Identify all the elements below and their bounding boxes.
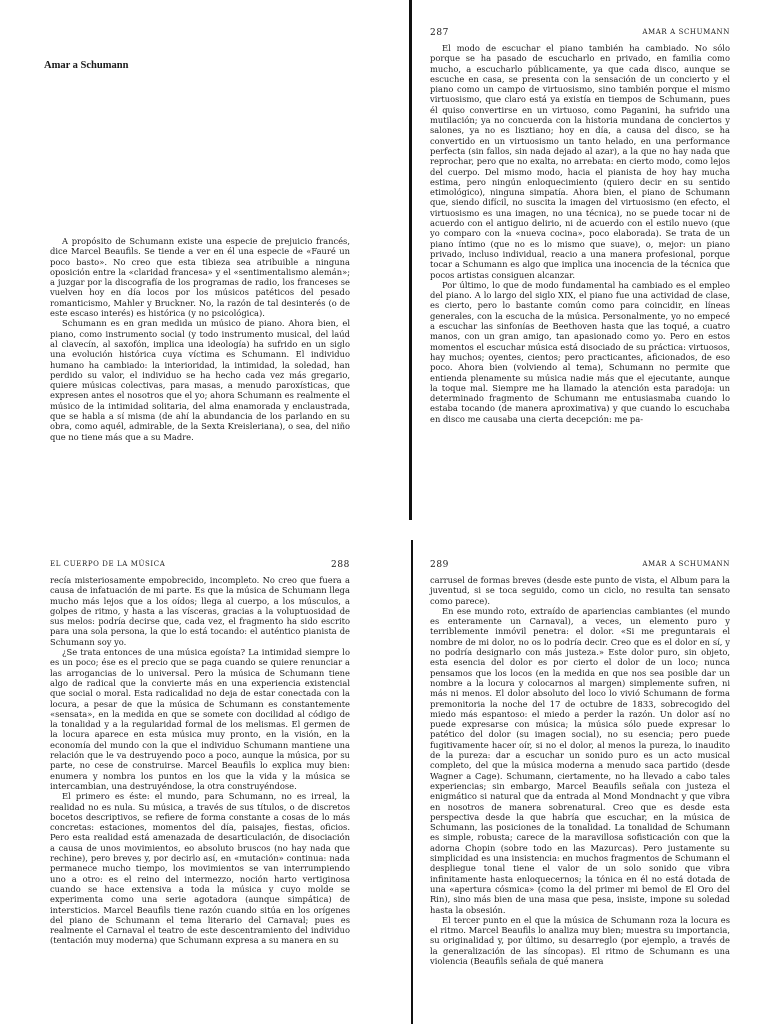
page-288-header	[50, 560, 350, 571]
paragraph: El primero es éste: el mundo, para Schumann, no es irreal, la realidad no es nula. Su música, a través de sus títulos, o de discretos bocetos descriptivos, se refiere de forma constante a cosas de lo más concretas: estaciones, momentos del día, paisajes, fiestas, oficios. Pero esta realidad está amenazada de desarticulación, de disociación a causa de unos movimientos, eo absoluto bruscos (no hay nada que rechine), pero breves y, por decirlo así, en «mutación» continua: nada permanece mucho tiempo, los movimientos se van interrumpiendo uno a otro: es el reino del intermezzo, noción harto vertiginosa cuando se hace extensiva a toda la música y cuyo molde se experimenta como una serie agotadora (aunque simpática) de intersticios. Marcel Beaufils tiene razón cuando sitúa en los orígenes del piano de Schumann el tema literario del Carnaval; pues es realmente el Carnaval el teatro de este descentramiento del individuo (tentación muy moderna) que Schumann expresa a su manera en su	[50, 791, 350, 946]
page-287-body	[430, 43, 730, 424]
page-288	[50, 560, 350, 1020]
page-286	[44, 40, 350, 510]
page-286-body	[50, 236, 350, 442]
page-number: 287	[430, 28, 449, 38]
page-289-body	[430, 575, 730, 966]
paragraph: En ese mundo roto, extraído de apariencias cambiantes (el mundo es enteramente un Carnaval), a veces, un elemento puro y terriblemente inmóvil penetra: el dolor. «Si me preguntarais el nombre de mi dolor, no os lo podría decir. Creo que es el dolor en sí, y no podría designarlo con más justeza.» Este dolor puro, sin objeto, esta esencia del dolor es por cierto el dolor de un loco; nunca pensamos que los locos (en la medida en que nos sea posible dar un nombre a la locura y colocarnos al margen) simplemente sufren, ni más ni menos. El dolor absoluto del loco lo vivió Schumann de forma premonitoria la noche del 17 de octubre de 1833, sobrecogido del miedo más espantoso: el miedo a perder la razón. Un dolor así no puede expresarse con música; la música sólo puede expresar lo patético del dolor (su imagen social), no su esencia; pero puede fugitivamente hacer oír, si no el dolor, al menos la pureza, lo inaudito de la pureza: dar a escuchar un sonido puro es un acto musical completo, del que la música moderna a menudo saca partido (desde Wagner a Cage). Schumann, ciertamente, no ha llevado a cabo tales experiencias; sin embargo, Marcel Beaufils señala con justeza el enigmático si natural que da entrada al Mond Mondnacht y que vibra en nosotros de manera sobrenatural. Creo que es desde esta perspectiva desde la que habría que escuchar, en la música de Schumann, las posiciones de la tonalidad. La tonalidad de Schumann es simple, robusta; carece de la maravillosa sofisticación con que la adorna Chopin (sobre todo en las Mazurcas). Pero justamente su simplicidad es una insistencia: en muchos fragmentos de Schumann el despliegue tonal tiene el valor de un solo sonido que vibra infinitamente hasta enloquecernos; la tónica en él no está dotada de una «apertura cósmica» (como la del primer mi bemol de El Oro del Rin), sino más bien de una masa que pesa, insiste, impone su soledad hasta la obsesión.	[430, 605, 730, 915]
paragraph: El modo de escuchar el piano también ha cambiado. No sólo porque se ha pasado de escucharlo en privado, en familia como mucho, a escucharlo públicamente, ya que cada disco, aunque se escuche en casa, se presenta con la sensación de un concierto y el piano como un campo de virtuosismo, sino también porque el mismo virtuosismo, que claro está ya existía en tiempos de Schumann, pues él quiso convertirse en un virtuoso, como Paganini, ha sufrido una mutilación; ya no concuerda con la historia mundana de conciertos y salones, ya no es lisztiano; hoy en día, a causa del disco, se ha convertido en un virtuosismo un tanto helado, en una performance perfecta (sin fallos, sin nada dejado al azar), a la que no hay nada que reprochar, pero que no exalta, no arrebata: en cierto modo, como lejos del cuerpo. Del mismo modo, hacia el pianista de hoy hay mucha estima, pero ningún enloquecimiento (quiero decir en su sentido etimológico), ninguna simpatía. Ahora bien, el piano de Schumann que, siendo difícil, no suscita la imagen del virtuosismo (en efecto, el virtuosismo es una imagen, no una técnica), no se puede tocar ni de acuerdo con el antiguo delirio, ni de acuerdo con el estilo nuevo (que yo comparo con la «nueva cocina», poco elaborada). Se trata de un piano íntimo (que no es lo mismo que suave), o, mejor: un piano privado, incluso individual, reacio a una manera profesional, porque tocar a Schumann es algo que implica una inocencia de la técnica que pocos artistas consiguen alcanzar.	[430, 43, 730, 280]
page-number: 288	[331, 560, 350, 570]
chapter-title: Amar a Schumann	[44, 60, 129, 71]
page-287	[430, 28, 730, 508]
book-gutter-top	[409, 0, 412, 520]
page-287-header	[430, 28, 730, 39]
paragraph: recía misteriosamente empobrecido, incompleto. No creo que fuera a causa de infatuación de mi parte. Es que la música de Schumann llega mucho más lejos que a los oídos; llega al cuerpo, a los músculos, a golpes de ritmo, y hasta a las vísceras, gracias a la voluptuosidad de sus melos: podría decirse que, cada vez, el fragmento ha sido escrito para una sola persona, la que lo está tocando: el auténtico pianista de Schumann soy yo.	[50, 575, 350, 647]
running-head: AMAR A SCHUMANN	[642, 28, 730, 36]
page-288-body	[50, 575, 350, 946]
page-number: 289	[430, 560, 449, 570]
book-gutter-bottom	[411, 540, 413, 1024]
paragraph: ¿Se trata entonces de una música egoísta? La intimidad siempre lo es un poco; ése es el precio que se paga cuando se quiere renunciar a las arrogancias de lo universal. Pero la música de Schumann tiene algo de radical que la convierte más en una experiencia existencial que social o moral. Esta radicalidad no deja de estar conectada con la locura, a pesar de que la música de Schumann es constantemente «sensata», en la medida en que se somete con docilidad al código de la tonalidad y a la regularidad formal de los melismas. El germen de la locura aparece en esta música muy pronto, en la visión, en la economía del mundo con la que el individuo Schumann mantiene una relación que le va destruyendo poco a poco, aunque la música, por su parte, no cese de construirse. Marcel Beaufils lo explica muy bien: enumera y nombra los puntos en los que la vida y la música se intercambian, una destruyéndose, la otra construyéndose.	[50, 647, 350, 791]
page-289-header	[430, 560, 730, 571]
running-head: EL CUERPO DE LA MÚSICA	[50, 560, 166, 568]
running-head: AMAR A SCHUMANN	[642, 560, 730, 568]
paragraph: El tercer punto en el que la música de Schumann roza la locura es el ritmo. Marcel Beaufils lo analiza muy bien; muestra su importancia, su originalidad y, por último, su desarreglo (por ejemplo, a través de la generalización de las síncopas). El ritmo de Schumann es una violencia (Beaufils señala de qué manera	[430, 914, 730, 966]
paragraph: Schumann es en gran medida un músico de piano. Ahora bien, el piano, como instrumento social (y todo instrumento musical, del laúd al clavecín, al saxofón, implica una ideología) ha sufrido en un siglo una evolución histórica cuya víctima es Schumann. El individuo humano ha cambiado: la interioridad, la intimidad, la soledad, han perdido su valor, el individuo se ha hecho cada vez más gregario, quiere músicas colectivas, para masas, a menudo paroxísticas, que expresen antes el nosotros que el yo; ahora Schumann es realmente el músico de la intimidad solitaria, del alma enamorada y enclaustrada, que se habla a sí misma (de ahí la abundancia de los parlando en su obra, como aquél, admirable, de la Sexta Kreisleriana), o sea, del niño que no tiene más que a su Madre.	[50, 318, 350, 442]
page-289	[430, 560, 730, 1020]
paragraph: Por último, lo que de modo fundamental ha cambiado es el empleo del piano. A lo largo del siglo XIX, el piano fue una actividad de clase, es cierto, pero lo bastante común como para coincidir, en líneas generales, con la escucha de la música. Personalmente, yo no empecé a escuchar las sinfonías de Beethoven hasta que las toqué, a cuatro manos, con un gran amigo, tan apasionado como yo. Pero en estos momentos el escuchar música está disociado de su práctica: virtuosos, hay muchos; oyentes, cientos; pero practicantes, aficionados, de eso poco. Ahora bien (volviendo al tema), Schumann no permite que entienda plenamente su música nadie más que el ejecutante, aunque la toque mal. Siempre me ha llamado la atención esta paradoja: un determinado fragmento de Schumann me entusiasmaba cuando lo estaba tocando (de manera aproximativa) y que cuando lo escuchaba en disco me causaba una cierta decepción: me pa-	[430, 279, 730, 424]
paragraph: carrusel de formas breves (desde este punto de vista, el Album para la juventud, si se toca seguido, como un ciclo, no resulta tan sensato como parece).	[430, 575, 730, 606]
paragraph: A propósito de Schumann existe una especie de prejuicio francés, dice Marcel Beaufils. Se tiende a ver en él una especie de «Fauré un poco basto». No creo que esta tibieza sea atribuible a ninguna oposición entre la «claridad francesa» y el «sentimentalismo alemán»; a juzgar por la discografía de los programas de radio, los franceses se vuelven hoy en día locos por los músicos patéticos del pesado romanticismo, Mahler y Bruckner. No, la razón de tal desinterés (o de este escaso interés) es histórica (y no psicológica).	[50, 236, 350, 319]
